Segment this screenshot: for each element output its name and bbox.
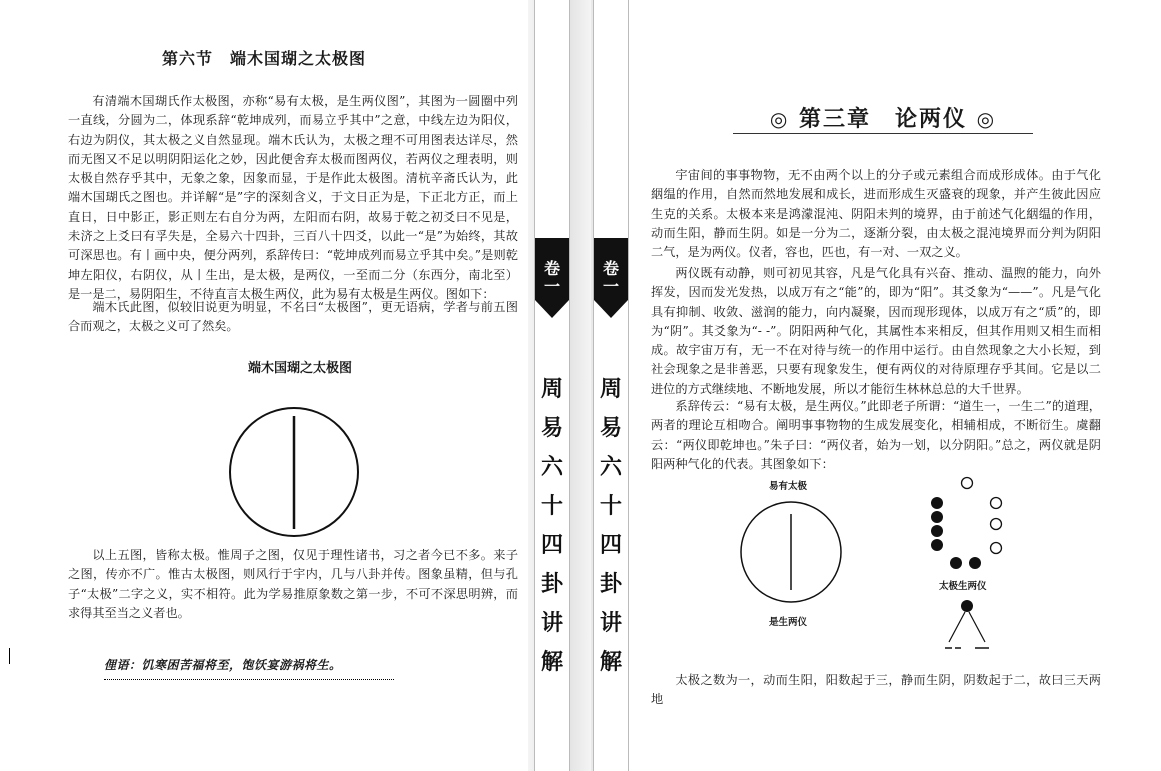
- yin-dot: [950, 557, 962, 569]
- dots-diagram: [927, 474, 1005, 574]
- branch-right-line: [969, 612, 985, 642]
- label-taiji-sheng-liang-yi: 太极生两仪: [939, 581, 987, 592]
- right-paragraph-4: 太极之数为一，动而生阳，阳数起于三，静而生阴，阴数起于二，故曰三天两地: [651, 673, 1101, 707]
- left-paragraph-3: 以上五图，皆称太极。惟周子之图，仅见于理性诸书，习之者今已不多。来子之图，传亦不广。惟古太极图，则风行于宇内，几与八卦并传。图象虽精，但与孔子“太极”二字之义，实不相符。此为学易推原象数之第一步，不可不深思明辨，而求得其至当之义者也。: [68, 548, 518, 620]
- two-modes-circle-figure: [737, 498, 845, 606]
- right-paragraph-1: 宇宙间的事事物物，无不由两个以上的分子或元素组合而成形成体。由于气化絪缊的作用，自然而然地发展和成长，进而形成生灭盛衰的现象，并产生彼此因应生克的关系。太极本来是鸿濛混沌、阴阳未判的境界，由于前述气化絪缊的作用，动而生阳，静而生阴。如是一分为二，逐渐分裂，由太极之混沌境界而分判为阴阳二气，是为两仪。仪者，容也，匹也，有一对、一双之义。: [651, 168, 1101, 260]
- yin-dot: [969, 557, 981, 569]
- maxim-footer: 俚语：饥寒困苦福将至，饱饫宴游祸将生。: [104, 656, 394, 680]
- margin-mark: [9, 648, 10, 664]
- yin-dot: [931, 525, 943, 537]
- left-page: [0, 0, 528, 771]
- label-yi-you-taiji: 易有太极: [769, 481, 808, 492]
- left-paragraph-1: 有清端木国瑚氏作太极图，亦称“易有太极，是生两仪图”，其图为一圆圈中列一直线，分圆为二，体现系辞“乾坤成列，而易立乎其中”之意，中线左边为阳仪，右边为阴仪，其太极之义自然显现。端木氏认为，太极之理不可用图表达详尽，然而无图又不足以明阴阳运化之妙，因此便舍弃太极而图两仪，若两仪之理表明，则太极自然存乎其中，无象之象，因象而显，于是作此太极图。清杭辛斋氏认为，此端木国瑚氏之图也。并详解“是”字的深刻含义，于文日正为是，下正北方正，而上直日，日中影正，影正则左右自分为两，左阳而右阴，故易于乾之初爻曰不见是，未济之上爻曰有孚失是，全易六十四卦，三百八十四爻，以此一“是”为始终，其故可深思也。有丨画中央，便分两列，系辞传曰：“乾坤成列而易立乎其中矣。”是则乾坤左阳仪，右阴仪，从丨生出，是太极，是两仪，一至而二分（东西分，南北至）是一是二，易阴阳生，不待直言太极生两仪，此为易有太极是生两仪。图如下：: [68, 94, 518, 301]
- chapter-ornament-left: ◎: [769, 107, 790, 131]
- chapter-ornament-right: ◎: [976, 107, 997, 131]
- spine-strip-right: [593, 0, 629, 771]
- left-paragraph-2: 端木氏此图，似较旧说更为明显，不名曰“太极图”，更无语病，学者与前五图合而观之，太极之义可了然矣。: [68, 300, 518, 334]
- right-paragraph-3: 系辞传云：“易有太极，是生两仪。”此即老子所谓：“道生一，一生二”的道理，两者的理论互相吻合。阐明事事物物的生成发展变化，相辅相成，不断衍生。虞翻云：“两仪即乾坤也。”朱子曰：“两仪者，始为一划，以分阴阳。”总之，两仪就是阴阳两种气化的代表。其图象如下：: [651, 399, 1101, 471]
- taiji-figure: [224, 404, 364, 540]
- yang-dot: [991, 519, 1002, 530]
- section-title: 第六节 端木国瑚之太极图: [161, 49, 366, 68]
- figure-title: 端木国瑚之太极图: [247, 361, 352, 376]
- yin-dot: [931, 497, 943, 509]
- yin-dot: [931, 511, 943, 523]
- right-paragraph-2: 两仪既有动静，则可初见其容，凡是气化具有兴奋、推动、温煦的能力，向外挥发，因而发光发热，以成万有之“能”的，即为“阳”。其爻象为“——”。凡是气化具有抑制、收敛、滋润的能力，向内凝聚，因而现形现体，以成万有之“质”的，即为“阴”。其爻象为“- -”。阴阳两种气化，其属性本来相反，但其作用则又相生而相成。故宇宙万有，无一不在对待与统一的作用中运行。由自然现象之大小长短，到社会现象之是非善恶，只要有现象发生，便有两仪的对待原理存乎其间。它是以二进位的方式继续地、不断地发展，所以才能衍生林林总总的大千世界。: [651, 266, 1101, 396]
- chapter-underline: [733, 133, 1033, 134]
- chapter-heading: [733, 102, 1033, 133]
- seal-text-left: 周 易 六 十 四 卦 讲 解: [540, 376, 563, 675]
- volume-ribbon-left: 卷 一: [535, 238, 569, 300]
- yang-dot-top: [962, 478, 973, 489]
- branch-root-dot: [961, 600, 973, 612]
- branch-left-line: [949, 612, 965, 642]
- volume-ribbon-right: 卷 一: [594, 238, 628, 300]
- seal-text-right: 周 易 六 十 四 卦 讲 解: [599, 376, 622, 675]
- branching-figure: [943, 598, 991, 654]
- chapter-title: 第三章 论两仪: [798, 106, 967, 132]
- spine-strip-left: [534, 0, 570, 771]
- yin-dot: [931, 539, 943, 551]
- right-page: [629, 0, 1161, 771]
- yang-dot: [991, 543, 1002, 554]
- yang-dot: [991, 498, 1002, 509]
- label-shi-sheng-liang-yi: 是生两仪: [769, 617, 808, 628]
